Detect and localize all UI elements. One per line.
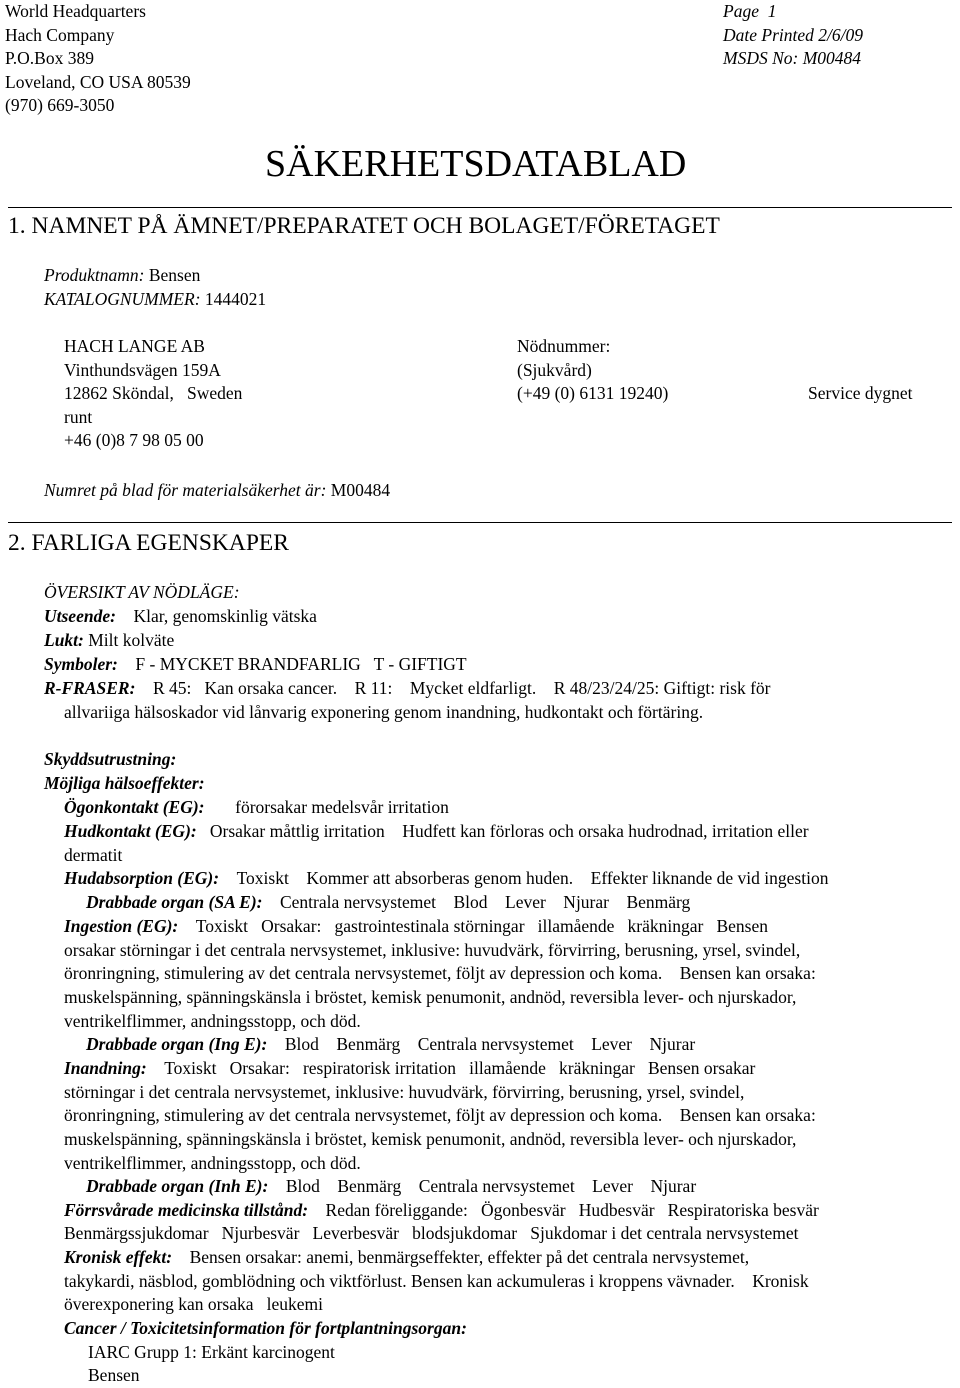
- eye-value: förorsakar medelsvår irritation: [235, 797, 449, 817]
- chronic-continuation: överexponering kan orsaka leukemi: [64, 1294, 324, 1314]
- target-organ-ing-label: Drabbade organ (Ing E):: [86, 1034, 268, 1054]
- aggravated-label: Förrsvårade medicinska tillstånd:: [64, 1200, 309, 1220]
- address-line: HACH LANGE AB: [64, 336, 205, 356]
- target-organ-sa-value: Centrala nervsystemet Blod Lever Njurar Benmärg: [279, 892, 691, 912]
- chronic-value: Bensen orsakar: anemi, benmärgseffekter, effekter på det centrala nervsystemet,: [189, 1247, 750, 1267]
- target-organ-sa-line: [86, 891, 690, 915]
- target-organ-inh-line: [86, 1175, 696, 1199]
- inhalation-continuation: ventrikelflimmer, andningsstopp, och död.: [64, 1153, 361, 1173]
- symbols-line: [44, 653, 467, 677]
- inhalation-value: Toxiskt Orsakar: respiratorisk irritation illamående kräkningar Bensen orsakar: [164, 1058, 756, 1078]
- section-1-heading: 1. NAMNET PÅ ÄMNET/PREPARATET OCH BOLAGET/FÖRETAGET: [8, 213, 720, 239]
- date-label: Date Printed: [723, 24, 814, 45]
- appearance-value: Klar, genomskinlig vätska: [133, 606, 317, 626]
- address-line: runt: [64, 406, 93, 427]
- ingestion-continuation: ventrikelflimmer, andningsstopp, och död.: [64, 1011, 361, 1031]
- skin-continuation: dermatit: [64, 845, 123, 865]
- address-line: 12862 Sköndal, Sweden: [64, 383, 243, 404]
- ingestion-value: Toxiskt Orsakar: gastrointestinala störningar illamående kräkningar Bensen: [195, 916, 768, 936]
- absorption-label: Hudabsorption (EG):: [64, 868, 220, 888]
- odor-value: Milt kolväte: [88, 630, 175, 650]
- symbols-value: F - MYCKET BRANDFARLIG T - GIFTIGT: [135, 654, 467, 674]
- health-label: Möjliga hälsoeffekter:: [44, 773, 205, 793]
- ingestion-label: Ingestion (EG):: [64, 916, 179, 936]
- ingestion-continuation: öronringning, stimulering av det centrala nervsystemet, följt av depression och koma. Bensen kan orsaka:: [64, 963, 816, 983]
- emergency-line: (+49 (0) 6131 19240): [517, 383, 669, 404]
- hq-line: Hach Company: [5, 24, 115, 45]
- hq-line: P.O.Box 389: [5, 48, 94, 69]
- inhalation-continuation: störningar i det centrala nervsystemet, inklusive: huvudvärk, förvirring, berusning, yrsel, svindel,: [64, 1082, 745, 1102]
- inhalation-line: [64, 1057, 755, 1081]
- chronic-continuation: takykardi, näsblod, gomblödning och viktförlust. Bensen kan ackumuleras i kroppens vävnader. Kronisk: [64, 1271, 809, 1291]
- aggravated-value: Redan föreliggande: Ögonbesvär Hudbesvär Respiratoriska besvär: [325, 1200, 819, 1220]
- rphrases-line: [44, 677, 771, 701]
- rphrases-label: R-FRASER:: [44, 678, 136, 698]
- absorption-line: [64, 867, 828, 891]
- cancer-heading: Cancer / Toxicitetsinformation för fortplantningsorgan:: [64, 1318, 467, 1338]
- msds-line: [723, 47, 863, 71]
- protection-label: Skyddsutrustning:: [44, 749, 177, 769]
- divider: [8, 522, 952, 523]
- catalog-line: [44, 288, 266, 312]
- emergency-line: (Sjukvård): [517, 359, 592, 380]
- company-address: [64, 335, 242, 453]
- date-line: [723, 24, 863, 48]
- msds-num-label: Numret på blad för materialsäkerhet är:: [44, 480, 327, 500]
- page-number-line: [723, 0, 863, 24]
- inhalation-label: Inandning:: [64, 1058, 147, 1078]
- ingestion-continuation: muskelspänning, spänningskänsla i bröstet, kemisk penumonit, andnöd, reversibla lever- och njurskador,: [64, 987, 797, 1007]
- skin-line: [64, 820, 809, 844]
- symbols-label: Symboler:: [44, 654, 118, 674]
- ingestion-continuation: orsakar störningar i det centrala nervsystemet, inklusive: huvudvärk, förvirring, berusning, yrsel, svindel,: [64, 940, 801, 960]
- msds-number-line: [44, 479, 390, 503]
- eye-line: [64, 796, 449, 820]
- rphrases-continuation: allvariiga hälsoskador vid lånvarig exponering genom inandning, hudkontakt och förtäring.: [64, 702, 704, 722]
- chronic-line: [64, 1246, 749, 1270]
- service-text: Service dygnet: [808, 383, 913, 403]
- hq-address: [5, 0, 191, 118]
- section-2-heading: 2. FARLIGA EGENSKAPER: [8, 530, 289, 556]
- target-organ-ing-line: [86, 1033, 695, 1057]
- absorption-value: Toxiskt Kommer att absorberas genom huden. Effekter liknande de vid ingestion: [236, 868, 829, 888]
- overview-label: ÖVERSIKT AV NÖDLÄGE:: [44, 582, 240, 602]
- msds-number: M00484: [802, 48, 862, 69]
- target-organ-ing-value: Blod Benmärg Centrala nervsystemet Lever Njurar: [284, 1034, 696, 1054]
- odor-line: [44, 629, 174, 653]
- hq-line: (970) 669-3050: [5, 95, 115, 116]
- document-title: SÄKERHETSDATABLAD: [265, 143, 687, 185]
- inhalation-continuation: muskelspänning, spänningskänsla i bröstet, kemisk penumonit, andnöd, reversibla lever- och njurskador,: [64, 1129, 797, 1149]
- target-organ-inh-label: Drabbade organ (Inh E):: [86, 1176, 269, 1196]
- eye-label: Ögonkontakt (EG):: [64, 797, 205, 817]
- catalog-number: 1444021: [204, 289, 267, 309]
- hq-line: World Headquarters: [5, 1, 146, 21]
- chronic-label: Kronisk effekt:: [64, 1247, 173, 1267]
- page-label: Page: [723, 1, 759, 21]
- emergency-line: Nödnummer:: [517, 336, 611, 356]
- catalog-label: KATALOGNUMMER:: [44, 289, 201, 309]
- odor-label: Lukt:: [44, 630, 84, 650]
- divider: [8, 207, 952, 208]
- msds-label: MSDS No:: [723, 48, 799, 69]
- msds-num-value: M00484: [330, 480, 391, 500]
- inhalation-continuation: öronringning, stimulering av det centrala nervsystemet, följt av depression och koma. Bensen kan orsaka:: [64, 1105, 816, 1125]
- emergency-info: [517, 335, 668, 406]
- address-line: +46 (0)8 7 98 05 00: [64, 430, 204, 451]
- product-label: Produktnamn:: [44, 265, 145, 285]
- iarc-line: IARC Grupp 1: Erkänt karcinogent: [88, 1342, 335, 1362]
- aggravated-continuation: Benmärgssjukdomar Njurbesvär Leverbesvär blodsjukdomar Sjukdomar i det centrala nervsystemet: [64, 1223, 799, 1243]
- product-line: [44, 264, 200, 288]
- appearance-label: Utseende:: [44, 606, 116, 626]
- product-name: Bensen: [148, 265, 201, 285]
- skin-label: Hudkontakt (EG):: [64, 821, 197, 841]
- print-date: 2/6/09: [818, 24, 863, 45]
- hq-line: Loveland, CO USA 80539: [5, 71, 191, 92]
- target-organ-inh-value: Blod Benmärg Centrala nervsystemet Lever Njurar: [285, 1176, 697, 1196]
- address-line: Vinthundsvägen 159A: [64, 359, 221, 380]
- skin-value: Orsakar måttlig irritation Hudfett kan förloras och orsaka hudrodnad, irritation eller: [209, 821, 809, 841]
- rphrases-value: R 45: Kan orsaka cancer. R 11: Mycket eldfarligt. R 48/23/24/25: Giftigt: risk för: [152, 678, 771, 698]
- ingestion-line: [64, 915, 768, 939]
- appearance-line: [44, 605, 317, 629]
- target-organ-sa-label: Drabbade organ (SA E):: [86, 892, 263, 912]
- aggravated-line: [64, 1199, 819, 1223]
- page-info: [723, 0, 863, 71]
- page-number: 1: [767, 1, 777, 21]
- iarc-substance: Bensen: [88, 1365, 140, 1385]
